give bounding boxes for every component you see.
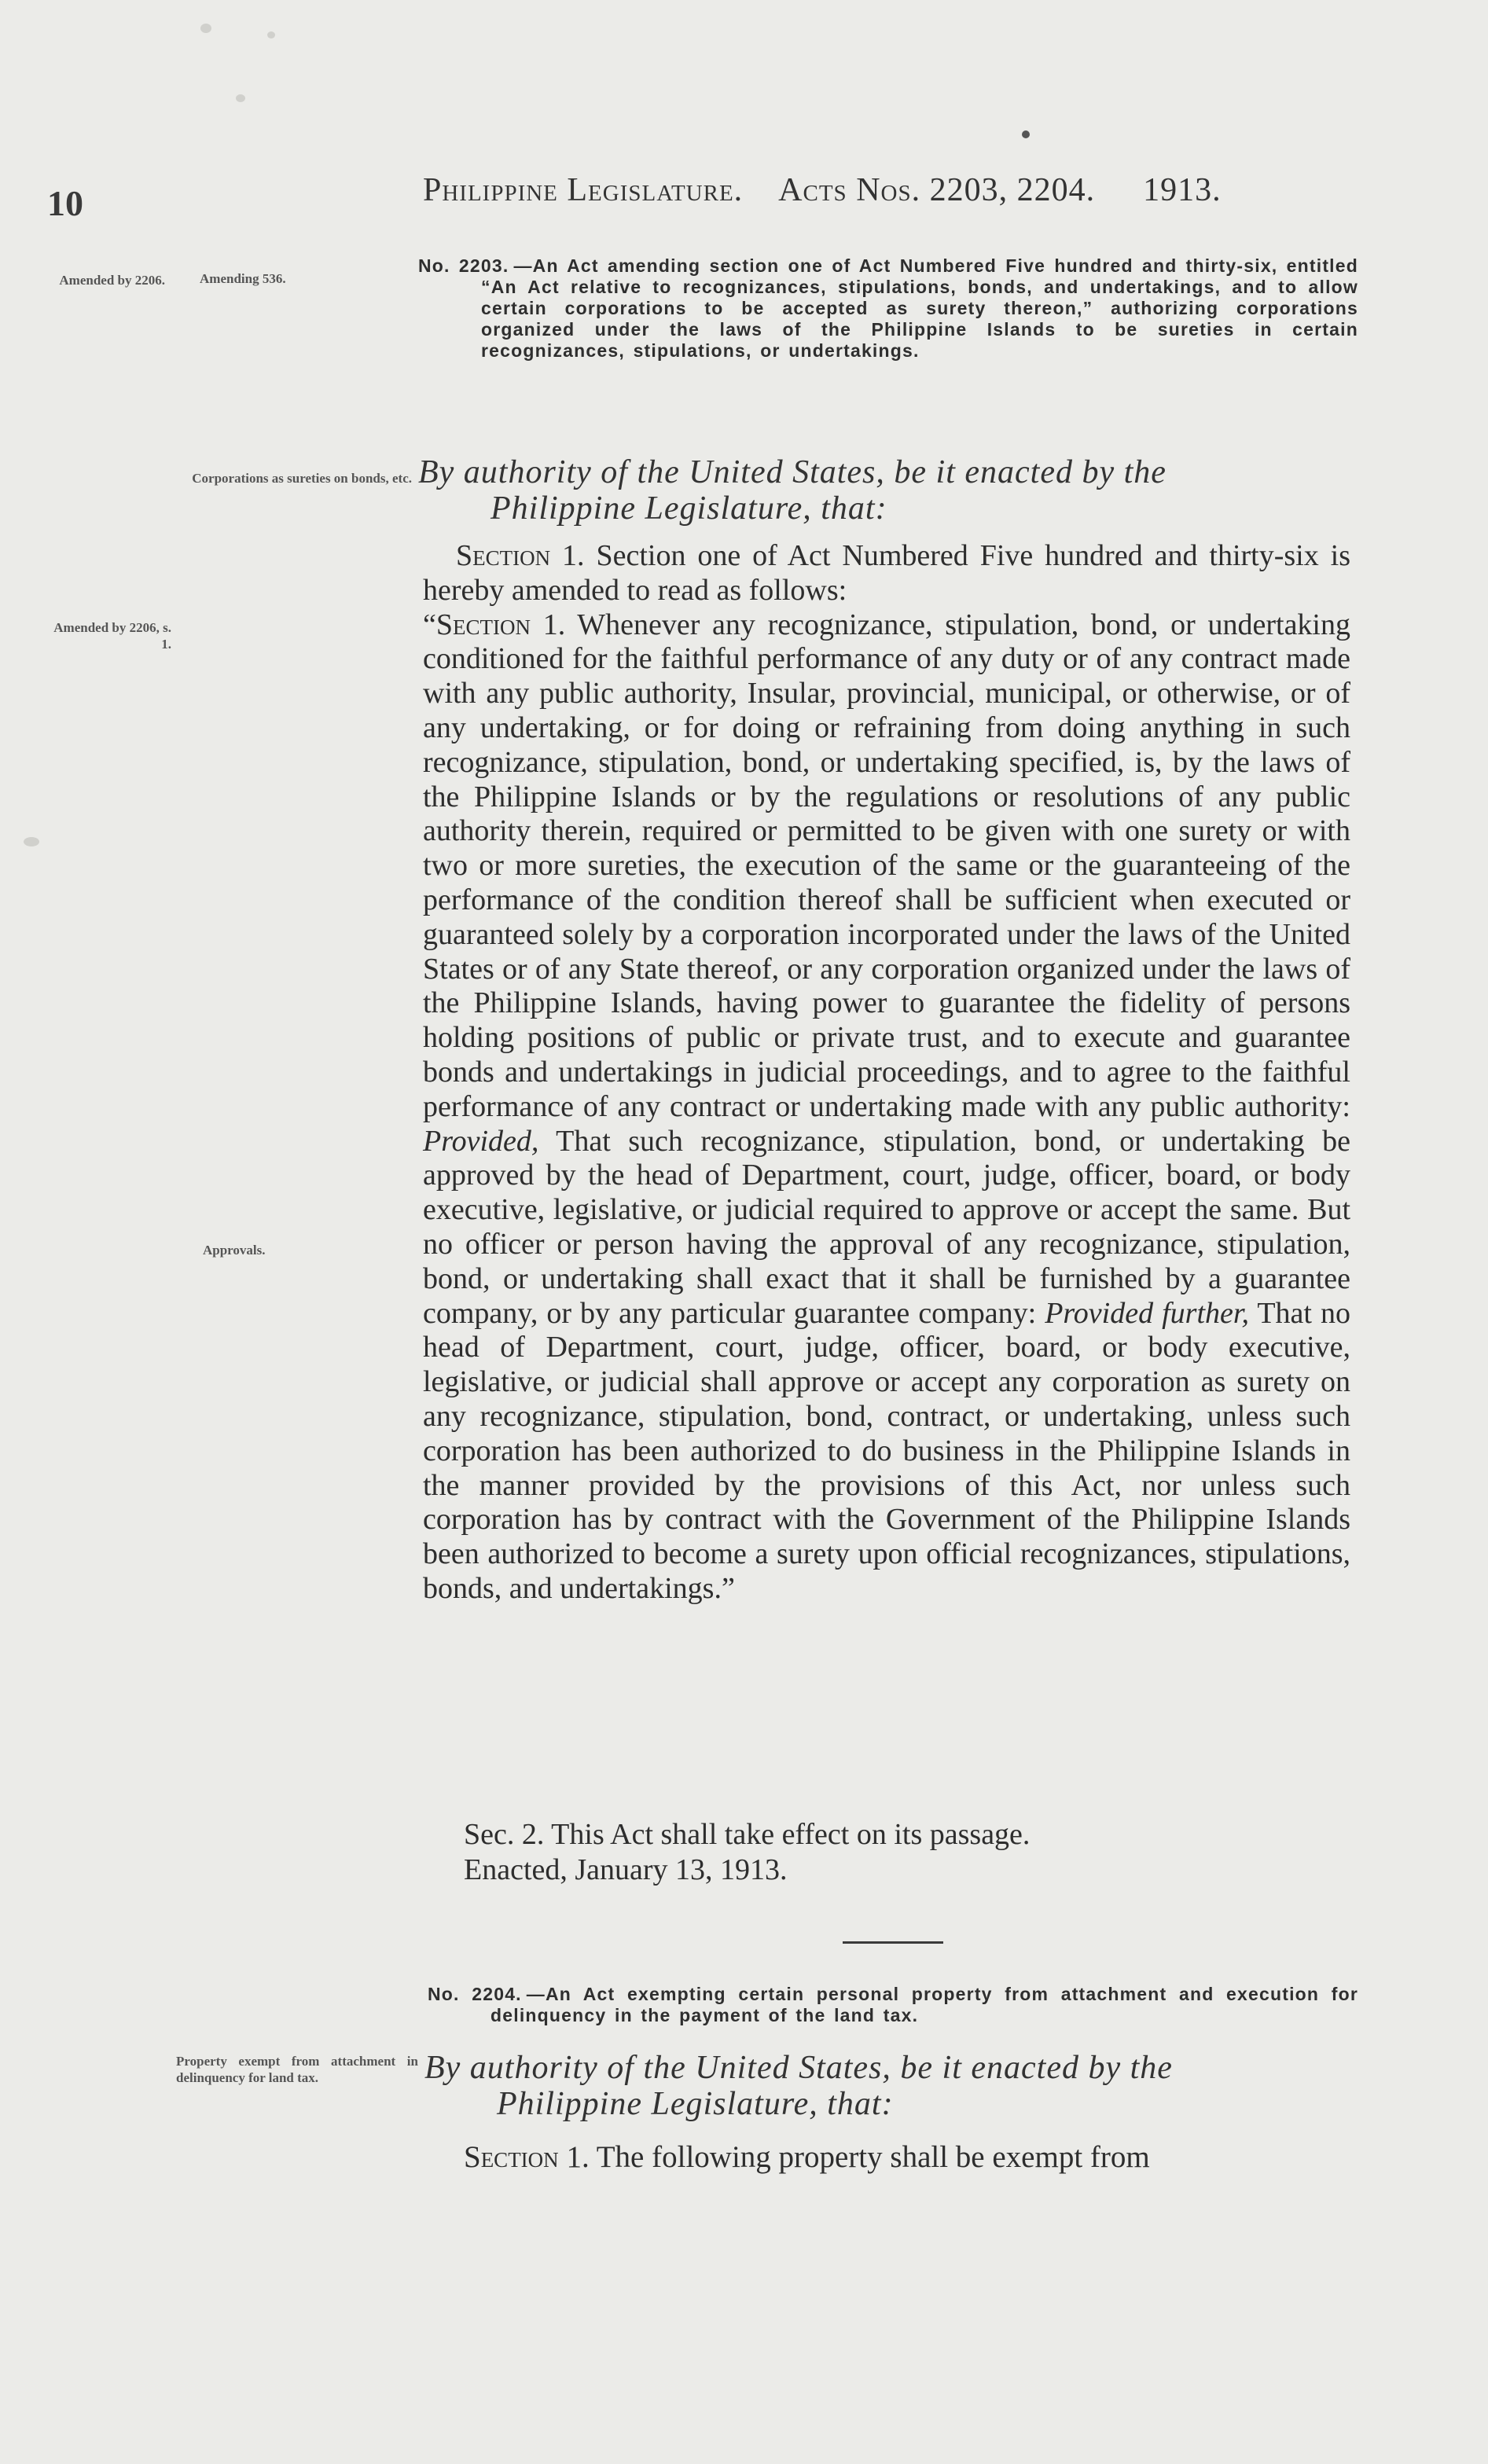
- enacting-line-1: By authority of the United States, be it enacted by the: [424, 2050, 1173, 2086]
- scan-smudge: [236, 94, 245, 102]
- act-2204-enacting-clause: [424, 2050, 1368, 2122]
- enacting-line-2: Philippine Legislature, that:: [490, 490, 887, 527]
- act-2204-section-label: Section: [464, 2140, 559, 2174]
- quoted-section-1: [423, 608, 1350, 1607]
- page-number: 10: [47, 183, 83, 223]
- enacting-line-2: Philippine Legislature, that:: [497, 2086, 894, 2122]
- scan-smudge: [267, 31, 275, 39]
- section-1-label: Section: [456, 539, 551, 572]
- act-2203-enacting-clause: [418, 454, 1361, 527]
- quoted-section-label: “Section: [423, 608, 531, 641]
- section-1-intro-text: 1. Section one of Act Numbered Five hundred and thirty-six is hereby amended to read as follows:: [423, 539, 1350, 607]
- margin-note-amended-s1: Amended by 2206, s. 1.: [53, 620, 171, 652]
- running-head-year: 1913.: [1143, 172, 1222, 208]
- scan-smudge: [24, 837, 39, 846]
- margin-note-property-exempt: Property exempt from attachment in delinquency for land tax.: [176, 2054, 418, 2085]
- act-2204-title: [428, 1984, 1358, 2026]
- section-2: Sec. 2. This Act shall take effect on its passage.: [464, 1818, 1031, 1851]
- act-2203-title-text: —An Act amending section one of Act Numbered Five hundred and thirty-six, entitled “An Act relative to recognizances, stipulations, bonds, and undertakings, and to allow certain corporations to be accepted as surety thereon,” authorizing corporations organized under the laws of the Philippine Islands to be sureties in certain recognizances, stipulations, or undertakings.: [481, 255, 1359, 361]
- act-2203-closing: [464, 1817, 1328, 1888]
- act-2204-number: No. 2204.: [428, 1984, 522, 2004]
- act-2203-title: [418, 255, 1358, 362]
- scan-smudge: [200, 24, 211, 33]
- provided-italic: Provided,: [423, 1124, 539, 1158]
- quoted-text-part-1: 1. Whenever any recognizance, stipulation, bond, or undertaking conditioned for the faithful performance of any duty or of any contract made with any public authority, Insular, provincial, municipal, or otherwise, or of any undertaking, or for doing or refraining from doing anything in such recognizance, stipulation, bond, or undertaking specified, is, by the laws of the Philippine Islands or by the regulations or resolutions of any public authority therein, required or permitted to be given with one surety or with two or more sureties, the execution of the same or the guaranteeing of the performance of the condition thereof shall be sufficient when executed or guaranteed solely by a corporation incorporated under the laws of the United States or of any State thereof, or any corporation organized under the laws of the Philippine Islands, having power to guarantee the fidelity of persons holding positions of public or private trust, and to execute and guarantee bonds and undertakings in judicial proceedings, and to agree to the faithful performance of any contract or undertaking made with any public authority:: [423, 608, 1350, 1123]
- act-2204-title-text: —An Act exempting certain personal property from attachment and execution for delinquency in the payment of the land tax.: [490, 1984, 1359, 2025]
- act-2204-section-text: 1. The following property shall be exempt from: [558, 2140, 1150, 2174]
- running-head-acts: Acts Nos. 2203, 2204.: [778, 172, 1096, 208]
- margin-note-amended: Amended by 2206.: [59, 273, 165, 288]
- running-head: [423, 171, 1335, 209]
- enacted-date: Enacted, January 13, 1913.: [464, 1853, 788, 1886]
- section-1-intro: [423, 539, 1350, 608]
- quoted-text-part-2: That such recognizance, stipulation, bond, or undertaking be approved by the head of Department, court, judge, officer, board, or body executive, legislative, or judicial required to approve or accept the same. But no officer or person having the approval of any recognizance, stipulation, bond, or undertaking shall exact that it shall be furnished by a guarantee company, or by any particular guarantee company:: [423, 1124, 1350, 1330]
- margin-note-corporations: Corporations as sureties on bonds, etc.: [192, 471, 412, 486]
- ink-dot: [1022, 130, 1030, 138]
- margin-note-amending: Amending 536.: [200, 271, 286, 286]
- enacting-line-1: By authority of the United States, be it enacted by the: [418, 454, 1167, 490]
- act-2203-number: No. 2203.: [418, 255, 509, 276]
- quoted-text-part-3: That no head of Department, court, judge, officer, board, or body executive, legislative, or judicial shall approve or accept any corporation as surety on any recognizance, stipulation, bond, contract, or undertaking, unless such corporation has been authorized to do business in the Philippine Islands in the manner provided by the provisions of this Act, nor unless such corporation has by contract with the Government of the Philippine Islands been authorized to become a surety upon official recognizances, stipulations, bonds, and undertakings.”: [423, 1296, 1350, 1605]
- separator-rule: [843, 1941, 943, 1944]
- running-head-title: Philippine Legislature.: [423, 172, 744, 208]
- act-2203-body: [423, 539, 1350, 1607]
- margin-note-approvals: Approvals.: [203, 1243, 266, 1258]
- provided-further-italic: Provided further,: [1045, 1296, 1249, 1330]
- act-2204-section-1: [464, 2139, 1360, 2175]
